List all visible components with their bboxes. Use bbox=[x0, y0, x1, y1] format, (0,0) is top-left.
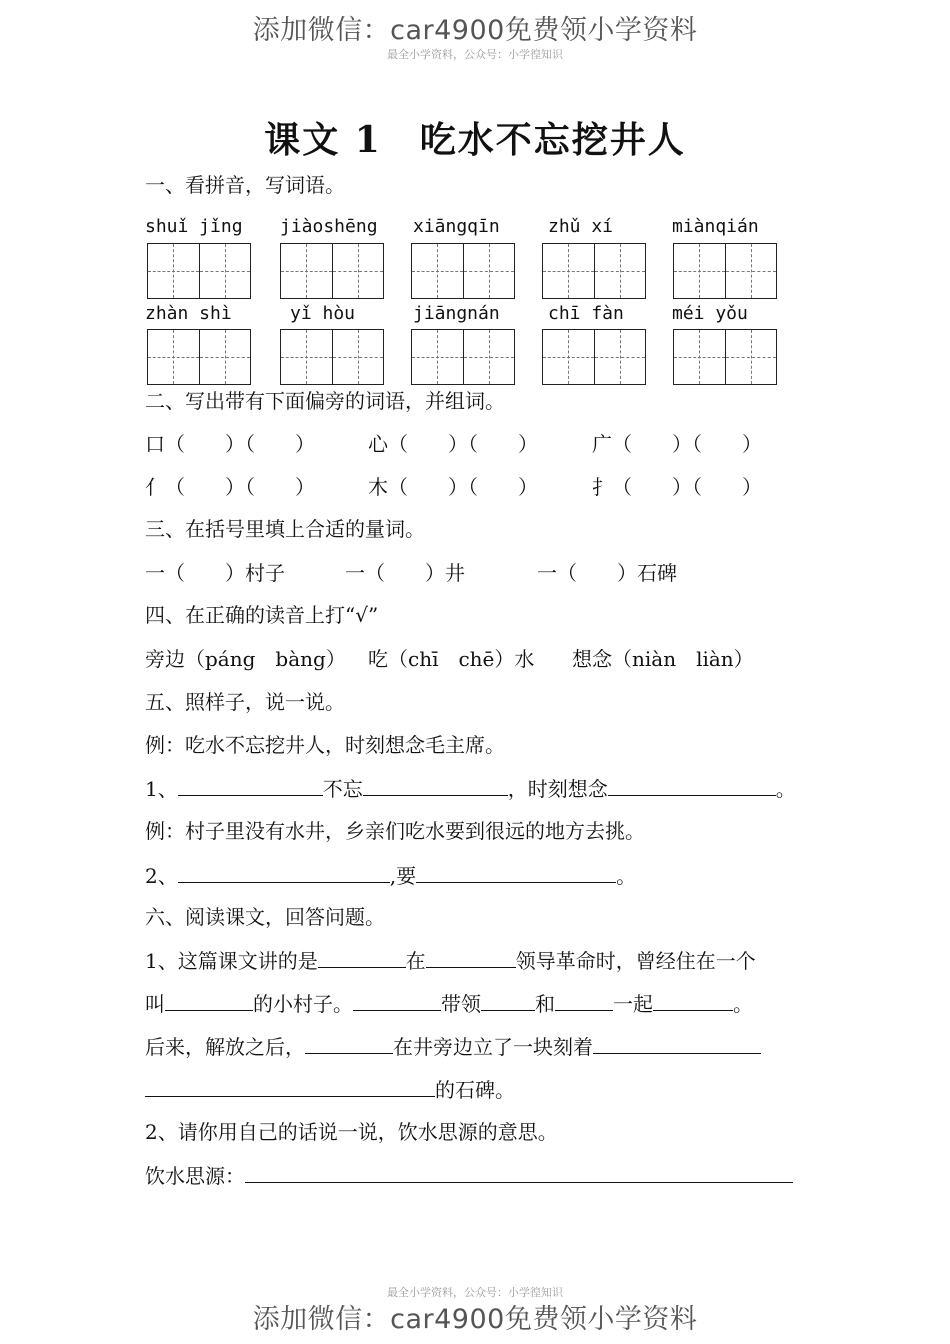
pinyin-label: jiàoshēng bbox=[280, 216, 378, 237]
answer-blank[interactable] bbox=[416, 860, 616, 883]
radical-item: 扌（ ）（ ） bbox=[592, 475, 762, 499]
answer-blank[interactable] bbox=[178, 860, 390, 883]
pinyin-label: jiāngnán bbox=[413, 303, 500, 324]
watermark-bottom: 添加微信：car4900免费领小学资料 bbox=[252, 1304, 698, 1335]
writing-grid[interactable] bbox=[411, 243, 515, 299]
answer-blank[interactable] bbox=[653, 988, 733, 1011]
radical-item: 心（ ）（ ） bbox=[368, 432, 538, 456]
pinyin-label: zhǔ xí bbox=[548, 216, 614, 237]
writing-grid[interactable] bbox=[673, 243, 777, 299]
reading-question-1-line1 bbox=[145, 945, 756, 976]
q-text: 不忘 bbox=[322, 777, 363, 801]
writing-grid[interactable] bbox=[147, 329, 251, 385]
q-prefix: 2、 bbox=[145, 864, 178, 888]
q-text: 领导革命时，曾经住在一个 bbox=[515, 949, 756, 973]
q-text: 带领 bbox=[441, 992, 481, 1016]
pinyin-label: xiāngqīn bbox=[413, 216, 500, 237]
answer-blank[interactable] bbox=[363, 773, 508, 796]
pinyin-label: yǐ hòu bbox=[290, 303, 356, 324]
answer-blank[interactable] bbox=[555, 988, 613, 1011]
q-text: 的小村子。 bbox=[253, 992, 353, 1016]
sentence-question-1 bbox=[145, 773, 796, 804]
faint-header: 最全小学资料，公众号：小学徨知识 bbox=[387, 48, 563, 61]
q-text: 在 bbox=[405, 949, 426, 973]
section5-heading: 五、照样子，说一说。 bbox=[145, 690, 345, 714]
page-title: 课文 1 吃水不忘挖井人 bbox=[264, 119, 686, 161]
radical-item: 广（ ）（ ） bbox=[592, 432, 762, 456]
answer-blank[interactable] bbox=[353, 988, 441, 1011]
radical-item: 木（ ）（ ） bbox=[368, 475, 538, 499]
writing-grid[interactable] bbox=[542, 329, 646, 385]
faint-footer: 最全小学资料，公众号：小学徨知识 bbox=[387, 1286, 563, 1299]
q-text: 一起 bbox=[613, 992, 653, 1016]
answer-blank[interactable] bbox=[178, 773, 323, 796]
q-text: ,要 bbox=[389, 864, 417, 888]
answer-blank[interactable] bbox=[165, 988, 253, 1011]
writing-grid[interactable] bbox=[280, 243, 384, 299]
q-text: 后来，解放之后， bbox=[145, 1035, 305, 1059]
reading-question-1-line3 bbox=[145, 1031, 761, 1062]
q-text: 。 bbox=[775, 777, 796, 801]
section2-heading: 二、写出带有下面偏旁的词语，并组词。 bbox=[145, 389, 505, 413]
writing-grid[interactable] bbox=[673, 329, 777, 385]
example-sentence: 例：村子里没有水井，乡亲们吃水要到很远的地方去挑。 bbox=[145, 819, 645, 843]
answer-blank[interactable] bbox=[481, 988, 535, 1011]
pronunciation-item: 旁边（páng bàng） bbox=[145, 647, 346, 671]
answer-blank[interactable] bbox=[145, 1074, 435, 1097]
pinyin-label: chī fàn bbox=[548, 303, 624, 324]
pinyin-label: miànqián bbox=[672, 216, 759, 237]
measure-word-item: 一（ ）村子 bbox=[145, 561, 285, 585]
q-text: 叫 bbox=[145, 992, 165, 1016]
answer-blank[interactable] bbox=[245, 1160, 793, 1183]
q-text: 。 bbox=[733, 992, 753, 1016]
pronunciation-item: 吃（chī chē）水 bbox=[368, 647, 535, 671]
writing-grid[interactable] bbox=[542, 243, 646, 299]
reading-question-1-line4 bbox=[145, 1074, 515, 1105]
writing-grid[interactable] bbox=[280, 329, 384, 385]
q-text: 的石碑。 bbox=[435, 1078, 515, 1102]
answer-blank[interactable] bbox=[593, 1031, 761, 1054]
example-sentence: 例：吃水不忘挖井人，时刻想念毛主席。 bbox=[145, 733, 505, 757]
q-text: ，时刻想念 bbox=[507, 777, 608, 801]
radical-item: 口（ ）（ ） bbox=[145, 432, 315, 456]
q-text: 在井旁边立了一块刻着 bbox=[393, 1035, 593, 1059]
answer-blank[interactable] bbox=[608, 773, 776, 796]
answer-blank[interactable] bbox=[318, 945, 406, 968]
answer-blank[interactable] bbox=[426, 945, 516, 968]
writing-grid[interactable] bbox=[147, 243, 251, 299]
pinyin-label: shuǐ jǐng bbox=[145, 216, 243, 237]
reading-question-2-answer bbox=[145, 1160, 793, 1191]
radical-item: 亻（ ）（ ） bbox=[145, 475, 315, 499]
reading-question-2: 2、请你用自己的话说一说，饮水思源的意思。 bbox=[145, 1120, 558, 1144]
pronunciation-item: 想念（niàn liàn） bbox=[572, 647, 754, 671]
section6-heading: 六、阅读课文，回答问题。 bbox=[145, 905, 385, 929]
measure-word-item: 一（ ）石碑 bbox=[537, 561, 677, 585]
measure-word-item: 一（ ）井 bbox=[345, 561, 465, 585]
q-prefix: 1、 bbox=[145, 777, 178, 801]
section4-heading: 四、在正确的读音上打“√” bbox=[145, 603, 379, 627]
writing-grid[interactable] bbox=[411, 329, 515, 385]
answer-blank[interactable] bbox=[305, 1031, 393, 1054]
watermark-top: 添加微信：car4900免费领小学资料 bbox=[252, 15, 698, 46]
reading-question-1-line2 bbox=[145, 988, 753, 1019]
pinyin-label: méi yǒu bbox=[672, 303, 748, 324]
section3-heading: 三、在括号里填上合适的量词。 bbox=[145, 517, 425, 541]
q-text: 。 bbox=[616, 864, 637, 888]
q-text: 1、这篇课文讲的是 bbox=[145, 949, 318, 973]
q-label: 饮水思源： bbox=[145, 1164, 245, 1188]
section1-heading: 一、看拼音，写词语。 bbox=[145, 173, 345, 197]
q-text: 和 bbox=[535, 992, 555, 1016]
sentence-question-2 bbox=[145, 860, 636, 891]
pinyin-label: zhàn shì bbox=[145, 303, 232, 324]
